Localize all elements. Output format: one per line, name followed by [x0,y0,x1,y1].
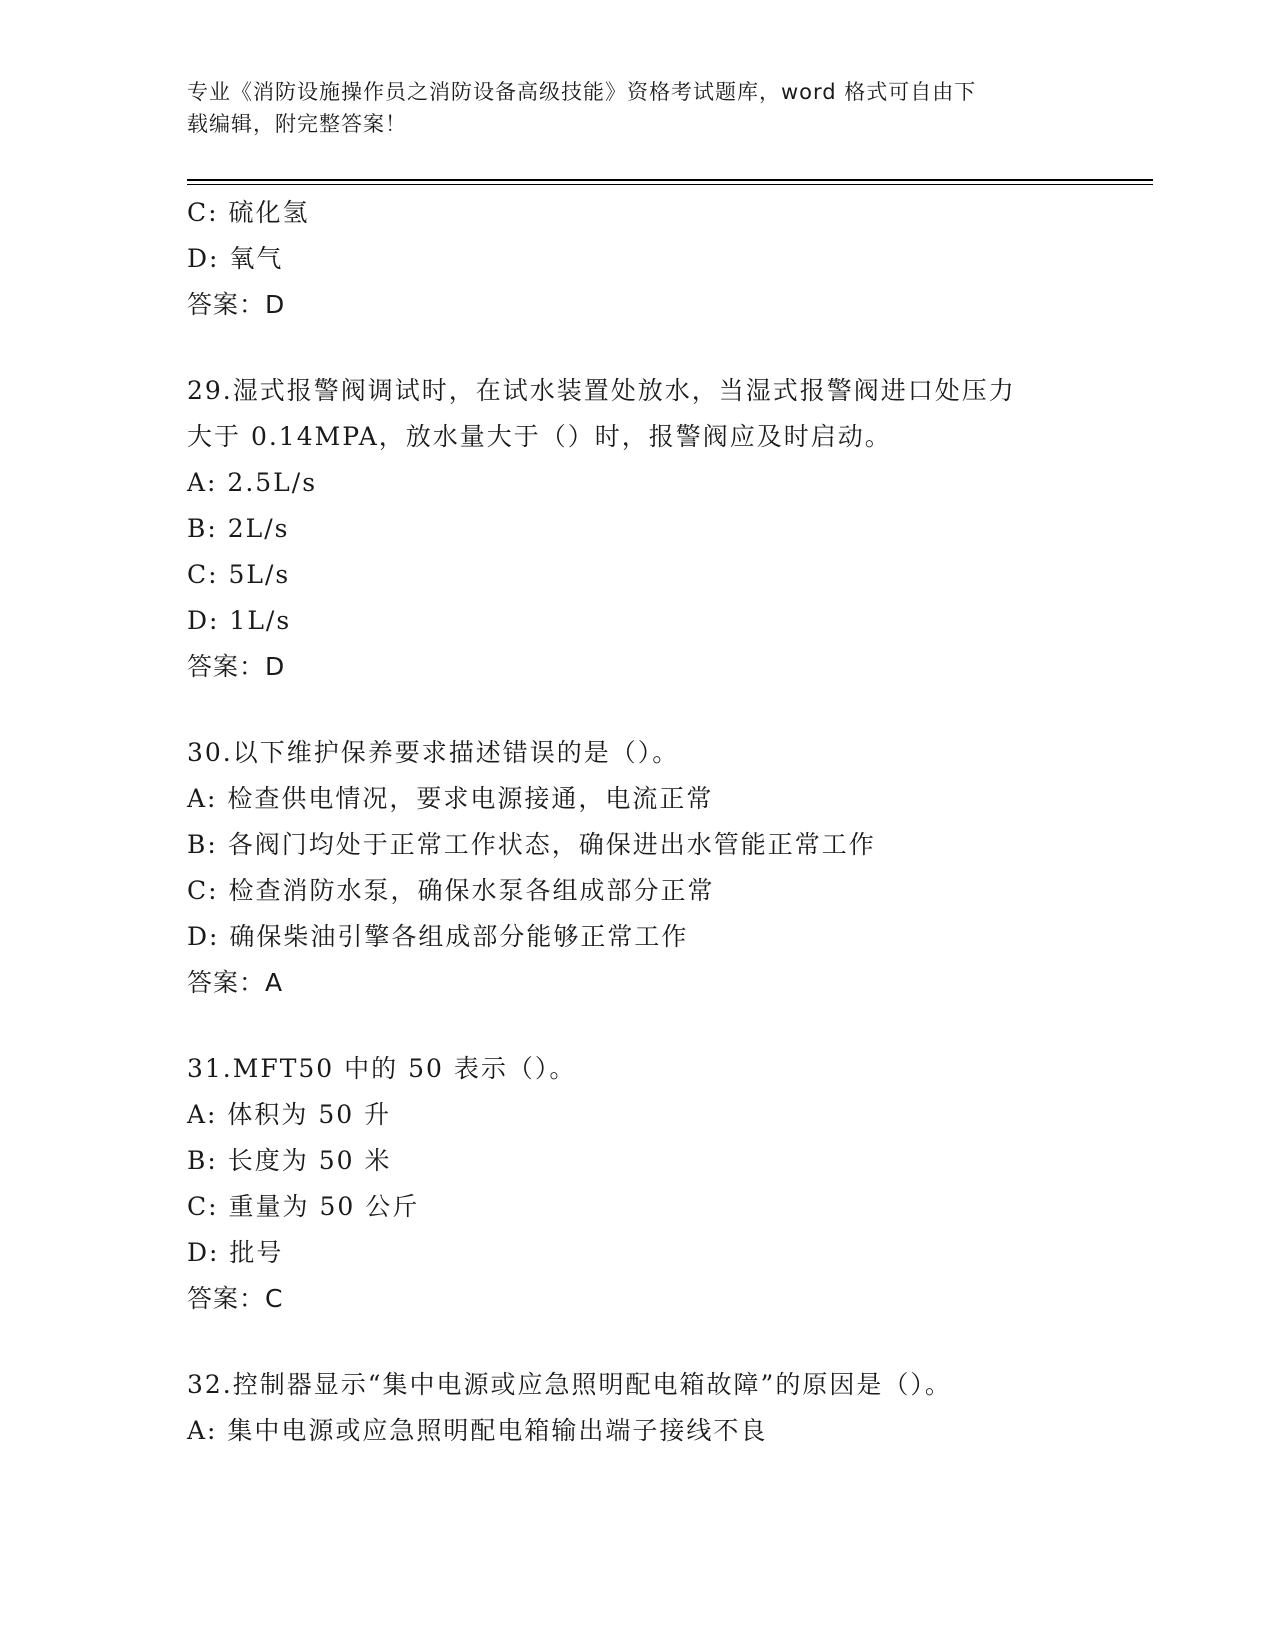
question-text: 29.湿式报警阀调试时，在试水装置处放水，当湿式报警阀进口处压力 [187,376,1016,405]
option-c: C: 5L/s [187,560,291,589]
option-c: C: 检查消防水泵，确保水泵各组成部分正常 [187,876,715,905]
page-header [187,76,1087,140]
question-text: 31.MFT50 中的 50 表示（）。 [187,1054,577,1083]
question-text-continued: 大于 0.14MPA，放水量大于（）时，报警阀应及时启动。 [187,422,892,451]
answer-line: 答案：C [187,1284,284,1313]
option-c: C: 硫化氢 [187,198,310,227]
question-block-31 [187,1046,1147,1322]
answer-line: 答案：D [187,290,286,319]
question-text: 32.控制器显示“集中电源或应急照明配电箱故障”的原因是（）。 [187,1370,952,1399]
option-b: B: 各阀门均处于正常工作状态，确保进出水管能正常工作 [187,830,876,859]
question-block-28 [187,190,1147,328]
option-b: B: 长度为 50 米 [187,1146,392,1175]
question-block-29 [187,368,1147,690]
option-b: B: 2L/s [187,514,290,543]
option-a: A: 体积为 50 升 [187,1100,392,1129]
header-line-1: 专业《消防设施操作员之消防设备高级技能》资格考试题库，word 格式可自由下 [187,80,977,104]
header-rule-thick [187,179,1153,181]
header-rule-thin [187,184,1153,185]
option-d: D: 批号 [187,1238,284,1267]
question-list [187,190,1147,1454]
question-block-30 [187,730,1147,1006]
answer-line: 答案：D [187,652,286,681]
question-block-32 [187,1362,1147,1454]
question-text: 30.以下维护保养要求描述错误的是（）。 [187,738,680,767]
option-a: A: 检查供电情况，要求电源接通，电流正常 [187,784,714,813]
option-c: C: 重量为 50 公斤 [187,1192,420,1221]
option-a: A: 2.5L/s [187,468,318,497]
option-d: D: 氧气 [187,244,284,273]
option-a: A: 集中电源或应急照明配电箱输出端子接线不良 [187,1416,768,1445]
option-d: D: 确保柴油引擎各组成部分能够正常工作 [187,922,689,951]
header-line-2: 载编辑，附完整答案！ [187,112,407,136]
option-d: D: 1L/s [187,606,292,635]
answer-line: 答案：A [187,968,284,997]
